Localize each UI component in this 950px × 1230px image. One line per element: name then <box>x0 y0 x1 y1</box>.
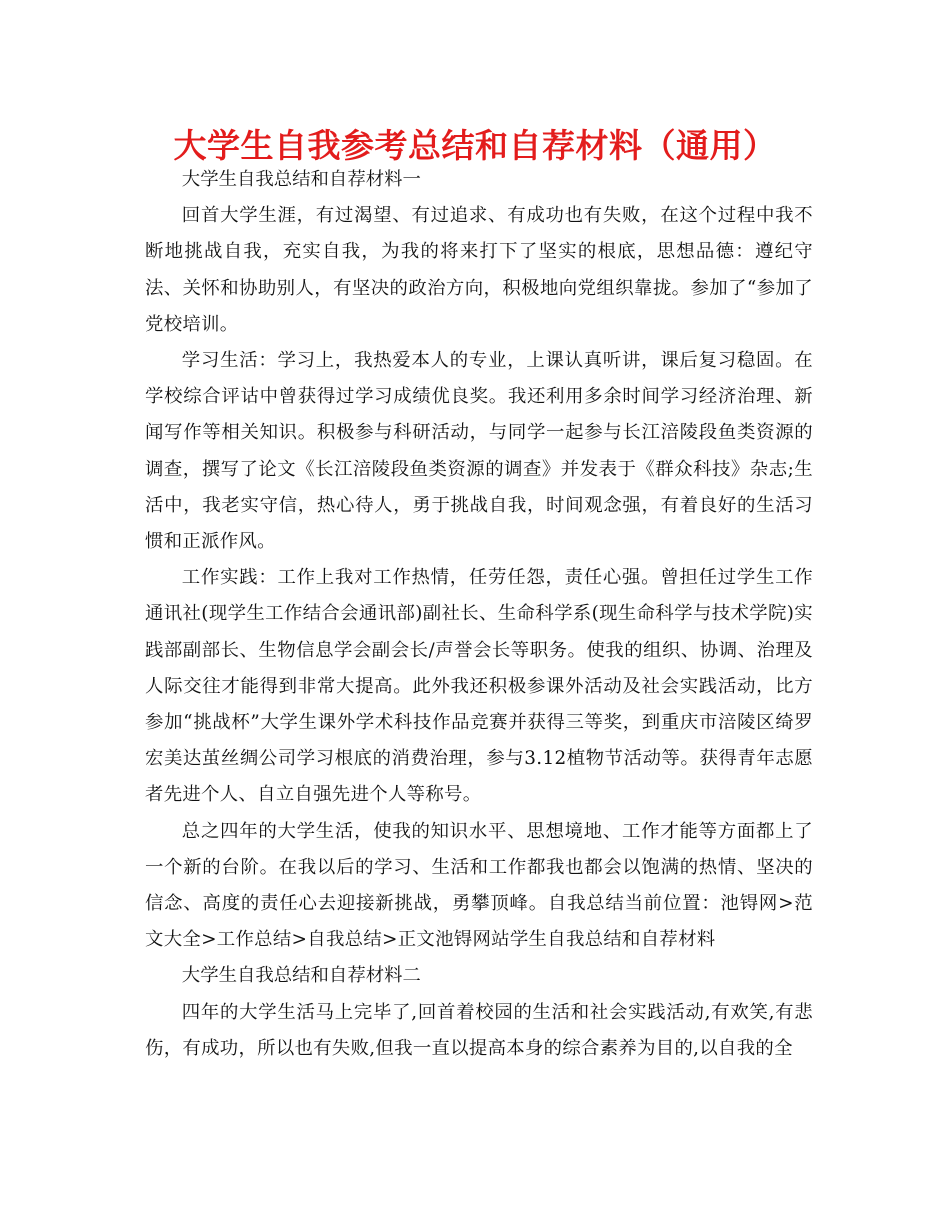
paragraph-4: 总之四年的大学生活，使我的知识水平、思想境地、工作才能等方面都上了一个新的台阶。在我以后的学习、生活和工作都我也都会以饱满的热情、坚决的信念、高度的责任心去迎接新挑战，勇攀顶峰。自我总结当前位置：池锝网>范文大全>工作总结>自我总结>正文池锝网站学生自我总结和自荐材料 <box>145 820 813 951</box>
section-heading-2: 大学生自我总结和自荐材料二 <box>181 965 421 987</box>
paragraph-1: 回首大学生涯，有过渴望、有过追求、有成功也有失败，在这个过程中我不断地挑战自我，充实自我，为我的将来打下了坚实的根底，思想品德：遵纪守法、关怀和协助别人，有坚决的政治方向，积极地向党组织靠拢。参加了“参加了党校培训。 <box>145 205 813 335</box>
paragraph-5: 四年的大学生活马上完毕了,回首着校园的生活和社会实践活动,有欢笑,有悲伤，有成功，所以也有失败,但我一直以提高本身的综合素养为目的,以自我的全 <box>145 1001 813 1059</box>
paragraph-3: 工作实践：工作上我对工作热情，任劳任怨，责任心强。曾担任过学生工作通讯社(现学生工作结合会通讯部)副社长、生命科学系(现生命科学与技术学院)实践部副部长、生物信息学会副会长/声誉会长等职务。使我的组织、协调、治理及人际交往才能得到非常大提高。此外我还积极参课外活动及社会实践活动，比方参加“挑战杯”大学生课外学术科技作品竞赛并获得三等奖，到重庆市涪陵区绮罗宏美达茧丝绸公司学习根底的消费治理，参与3.12植物节活动等。获得青年志愿者先进个人、自立自强先进个人等称号。 <box>145 567 813 806</box>
document-title: 大学生自我参考总结和自荐材料（通用） <box>173 126 777 165</box>
section-heading-1: 大学生自我总结和自荐材料一 <box>181 169 421 190</box>
paragraph-2: 学习生活：学习上，我热爱本人的专业，上课认真听讲，课后复习稳固。在学校综合评诂中曾获得过学习成绩优良奖。我还利用多余时间学习经济治理、新闻写作等相关知识。积极参与科研活动，与同学一起参与长江涪陵段鱼类资源的调查，撰写了论文《长江涪陵段鱼类资源的调查》并发表于《群众科技》杂志;生活中，我老实守信，热心待人，勇于挑战自我，时间观念强，有着良好的生活习惯和正派作风。 <box>145 350 813 553</box>
document-body <box>145 162 813 1067</box>
